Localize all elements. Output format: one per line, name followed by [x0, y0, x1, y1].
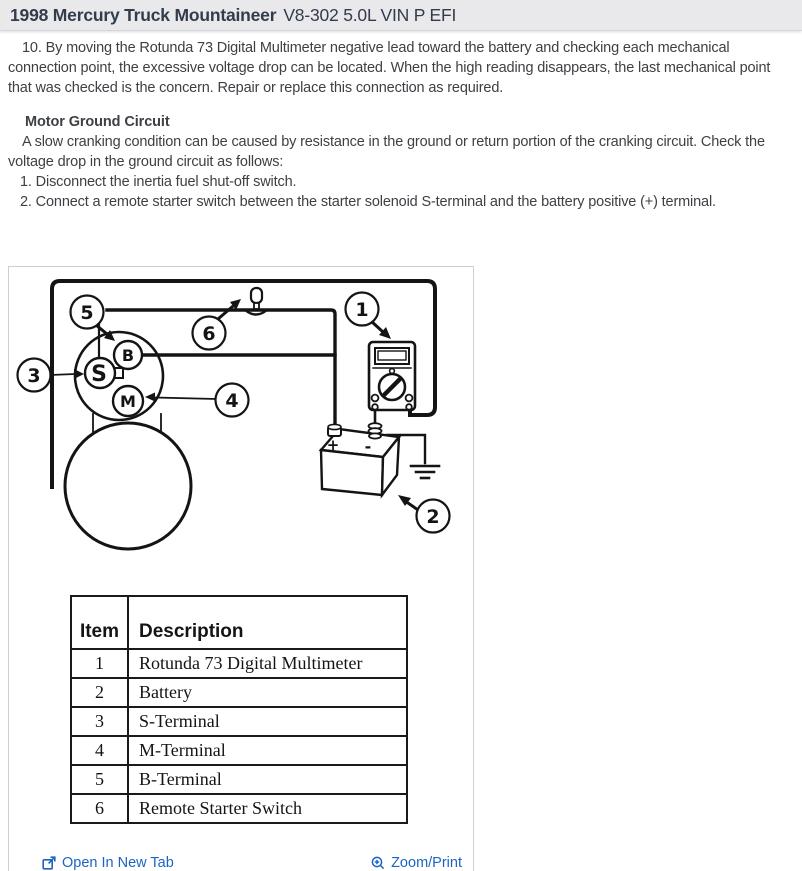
table-row: 6 Remote Starter Switch — [71, 794, 407, 823]
step-2: 2. Connect a remote starter switch between the starter solenoid S-terminal and the battery positive (+) terminal. — [20, 194, 716, 210]
remote-starter-switch — [251, 288, 262, 309]
battery-minus-label: - — [364, 437, 372, 456]
b-terminal-label: B — [121, 346, 135, 365]
multimeter — [369, 342, 415, 410]
starter-motor-circle — [65, 423, 191, 549]
vehicle-title: 1998 Mercury Truck Mountaineer — [10, 4, 277, 25]
ground-symbol — [411, 466, 439, 478]
table-row: 1 Rotunda 73 Digital Multimeter — [71, 649, 407, 678]
figure-panel — [8, 266, 474, 871]
figure-footer — [9, 855, 473, 871]
legend-header-description: Description — [128, 596, 407, 649]
legend-table — [70, 595, 408, 824]
open-in-new-tab-link[interactable] — [42, 855, 174, 871]
page-title-bar — [0, 0, 802, 31]
zoom-plus-icon — [371, 856, 385, 870]
callout-1-label: 1 — [355, 299, 369, 321]
vehicle-subtitle: V8-302 5.0L VIN P EFI — [283, 4, 457, 25]
s-terminal-label: S — [91, 362, 107, 387]
callout-2-label: 2 — [426, 506, 440, 528]
article-body — [0, 36, 802, 212]
battery-plus-label: + — [326, 436, 340, 454]
legend-header-item: Item — [71, 596, 128, 649]
wiring-diagram — [9, 268, 473, 582]
m-terminal-label: M — [120, 392, 136, 411]
zoom-print-link[interactable] — [371, 855, 462, 871]
callout-6-label: 6 — [202, 323, 216, 345]
callout-5-label: 5 — [80, 302, 94, 324]
callout-4-label: 4 — [225, 390, 239, 412]
step-10-paragraph: 10. By moving the Rotunda 73 Digital Multimeter negative lead toward the battery and checking each mechanical connection point, the excessive voltage drop can be located. When the high reading disappears, the last mechanical point that was checked is the concern. Repair or replace this connection as required. — [8, 40, 771, 96]
table-row: 4 M-Terminal — [71, 736, 407, 765]
callout-3-label: 3 — [27, 365, 41, 387]
open-in-new-tab-label: Open In New Tab — [62, 855, 174, 871]
open-in-new-icon — [42, 856, 56, 870]
table-row: 2 Battery — [71, 678, 407, 707]
table-row: 5 B-Terminal — [71, 765, 407, 794]
step-1: 1. Disconnect the inertia fuel shut-off switch. — [20, 174, 297, 190]
zoom-print-label: Zoom/Print — [391, 855, 462, 871]
intro-paragraph: A slow cranking condition can be caused by resistance in the ground or return portion of the cranking circuit. Check the voltage drop in the ground circuit as follows: — [8, 134, 765, 170]
section-heading: Motor Ground Circuit — [25, 114, 170, 130]
table-row: 3 S-Terminal — [71, 707, 407, 736]
legend-header-row — [71, 596, 407, 649]
